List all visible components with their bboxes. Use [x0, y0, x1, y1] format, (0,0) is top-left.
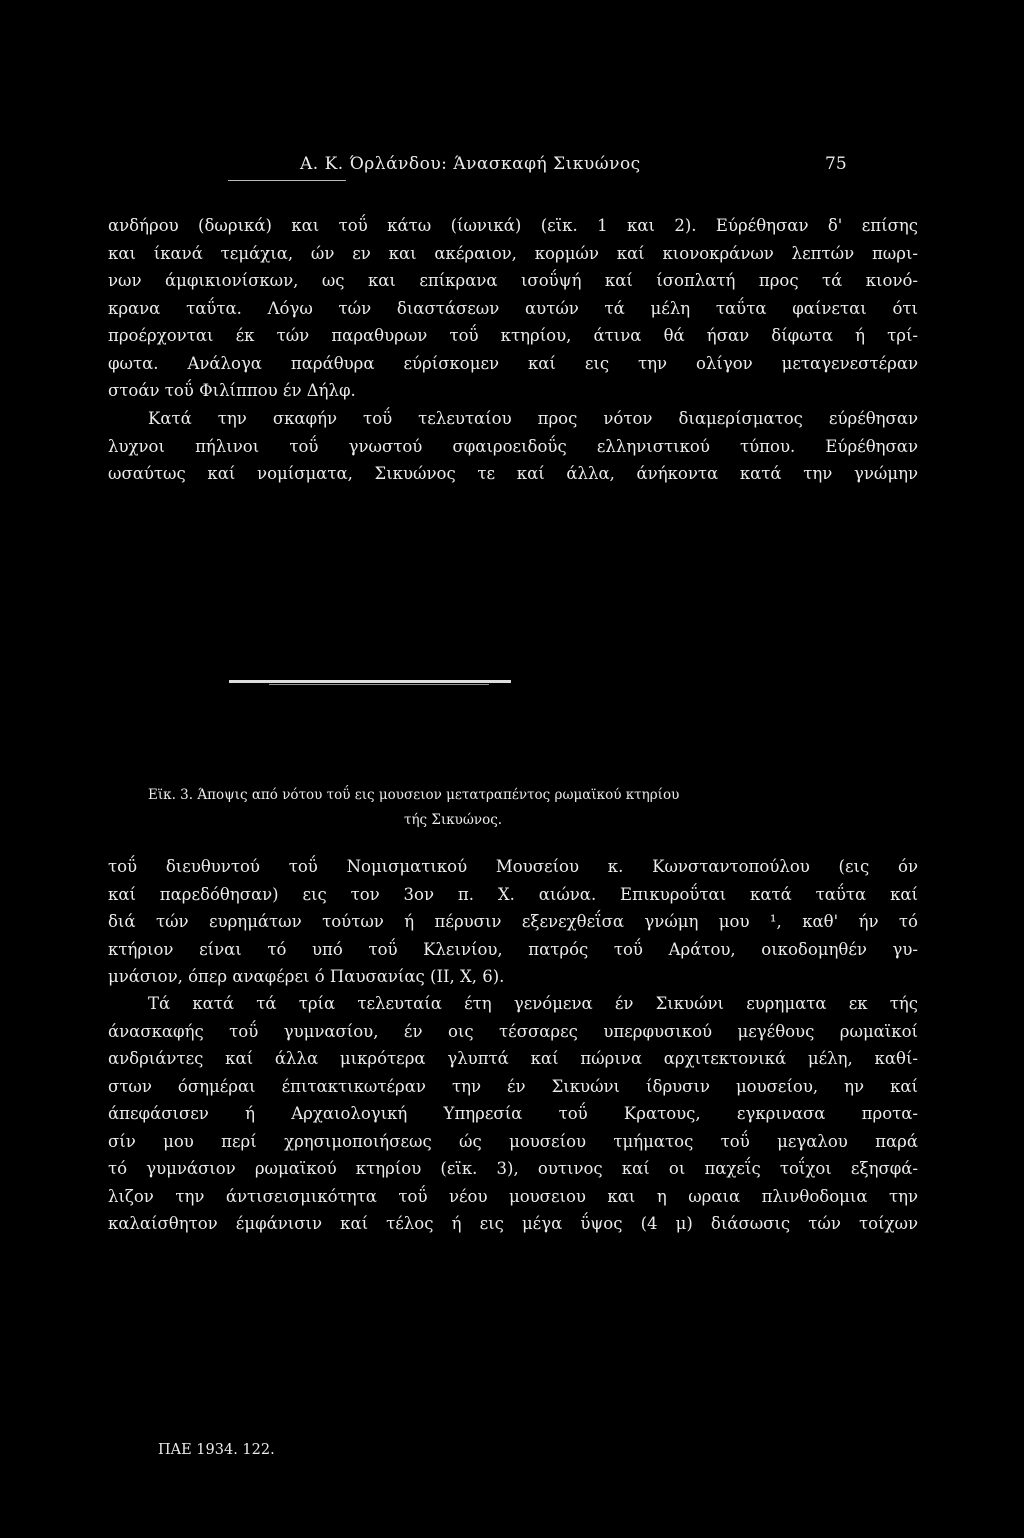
- text-line: νων άμφικιονίσκων, ως και επίκρανα ισοΰψή καί ίσοπλατή προς τά κιονό-: [108, 271, 918, 290]
- footnote: ΠΑΕ 1934. 122.: [158, 1442, 275, 1458]
- text-line: σίν μου περί χρησιμοποιήσεως ώς μουσείου τμήματος τοΰ μεγαλου παρά: [108, 1131, 918, 1151]
- figure-3-remnant: [229, 680, 511, 686]
- figure-edge-shadow: [269, 684, 489, 685]
- text-line: λυχνοι πήλινοι τοΰ γνωστού σφαιροειδοΰς ελληνιστικού τύπου. Εύρέθησαν: [108, 436, 918, 456]
- header-rule: [228, 180, 346, 181]
- text-line: προέρχονται έκ τών παραθυρων τοΰ κτηρίου, άτινα θά ήσαν δίφωτα ή τρί-: [108, 326, 918, 345]
- text-line: ανδριάντες καί άλλα μικρότερα γλυπτά καί πώρινα αρχιτεκτονικά μέλη, καθί-: [108, 1049, 918, 1068]
- text-line: τοΰ διευθυντού τοΰ Νομισματικού Μουσείου κ. Κωνσταντοπούλου (εις όν: [108, 857, 918, 876]
- text-line: κτήριον είναι τό υπό τοΰ Κλεινίου, πατρός τοΰ Αράτου, οικοδομηθέν γυ-: [108, 939, 918, 959]
- page-header: [0, 154, 1024, 184]
- caption-line-1: Εϊκ. 3. Άποψις από νότου τοΰ εις μουσειον μετατραπέντος ρωμαϊκού κτηρίου: [148, 787, 680, 803]
- text-line: και ίκανά τεμάχια, ών εν και ακέραιον, κορμών καί κιονοκράνων λεπτών πωρι-: [108, 243, 918, 263]
- text-line: τό γυμνάσιον ρωμαϊκού κτηρίου (εϊκ. 3), ουτινος καί οι παχεΐς τοΐχοι εξησφά-: [108, 1159, 918, 1178]
- page-number: 75: [825, 154, 847, 174]
- text-line: Τά κατά τά τρία τελευταία έτη γενόμενα έν Σικυώνι ευρηματα εκ τής: [148, 994, 918, 1013]
- running-head: Α. Κ. Όρλάνδου: Άνασκαφή Σικυώνος: [300, 154, 641, 174]
- paragraph-3: [108, 853, 918, 991]
- text-line: ωσαύτως καί νομίσματα, Σικυώνος τε καί άλλα, άνήκοντα κατά την γνώμην: [108, 464, 918, 483]
- figure-edge: [229, 680, 511, 683]
- text-line: ανδήρου (δωρικά) και τοΰ κάτω (ίωνικά) (εϊκ. 1 και 2). Εύρέθησαν δ' επίσης: [108, 216, 918, 235]
- text-line: στων όσημέραι έπιτακτικωτέραν την έν Σικυώνι ίδρυσιν μουσείου, ην καί: [108, 1076, 918, 1096]
- paragraph-4: [108, 990, 918, 1238]
- text-line: κρανα ταΰτα. Λόγω τών διαστάσεων αυτών τά μέλη ταΰτα φαίνεται ότι: [108, 298, 918, 318]
- text-line: καλαίσθητον έμφάνισιν καί τέλος ή εις μέγα ΰψος (4 μ) διάσωσις τών τοίχων: [108, 1214, 918, 1233]
- text-line: διά τών ευρημάτων τούτων ή πέρυσιν εξενεχθεΐσα γνώμη μου ¹, καθ' ήν τό: [108, 912, 918, 931]
- text-line: λιζον την άντισεισμικότητα τοΰ νέου μουσειου και η ωραια πλινθοδομια την: [108, 1186, 918, 1206]
- text-line: στοάν τοΰ Φιλίππου έν Δήλφ.: [108, 381, 356, 400]
- text-line: καί παρεδόθησαν) εις τον 3ον π. Χ. αιώνα. Επικυροΰται κατά ταΰτα καί: [108, 884, 918, 904]
- text-line: Κατά την σκαφήν τοΰ τελευταίου προς νότον διαμερίσματος εύρέθησαν: [148, 409, 918, 428]
- text-line: μνάσιον, όπερ αναφέρει ό Παυσανίας (II, X, 6).: [108, 967, 505, 986]
- caption-line-2: τής Σικυώνος.: [404, 812, 503, 828]
- paragraph-1: [108, 212, 918, 405]
- paragraph-2: [108, 405, 918, 488]
- text-line: άνασκαφής τοΰ γυμνασίου, έν οις τέσσαρες υπερφυσικού μεγέθους ρωμαϊκοί: [108, 1021, 918, 1041]
- text-line: άπεφάσισεν ή Αρχαιολογική Υπηρεσία τοΰ Κρατους, εγκρινασα προτα-: [108, 1104, 918, 1123]
- text-line: φωτα. Ανάλογα παράθυρα εύρίσκομεν καί εις την ολίγον μεταγενεστέραν: [108, 353, 918, 373]
